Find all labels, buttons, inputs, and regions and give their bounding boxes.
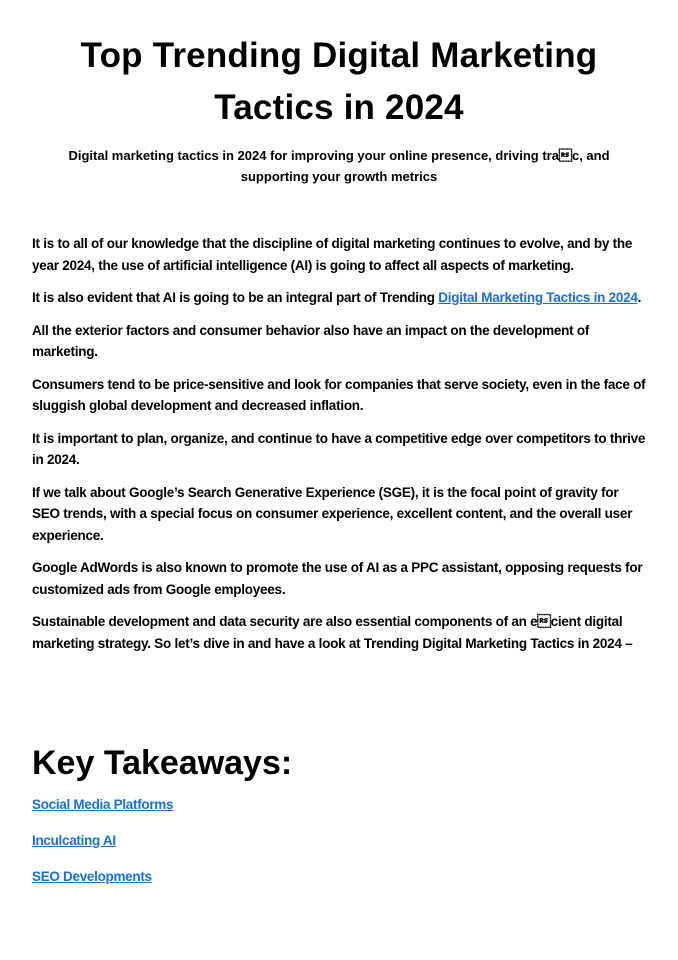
paragraph-adwords: Google AdWords is also known to promote the use of AI as a PPC assistant, opposing requests for customized ads from Google employees. xyxy=(32,560,643,597)
takeaway-link-social-media[interactable]: Social Media Platforms xyxy=(32,797,174,812)
article-body xyxy=(32,233,646,665)
key-takeaways-heading: Key Takeaways: xyxy=(32,744,293,782)
paragraph-sustainable: Sustainable development and data security are also essential components of an e cient digital marketing strategy. So let’s dive in and have a look at Trending Digital Marketing Tactics in 2024 – xyxy=(32,614,633,651)
list-item xyxy=(32,794,432,816)
list-item xyxy=(32,830,432,852)
digital-marketing-tactics-link[interactable]: Digital Marketing Tactics in 2024 xyxy=(438,290,638,305)
page-subtitle xyxy=(30,145,648,187)
paragraph-exterior-factors: All the exterior factors and consumer behavior also have an impact on the development of marketing. xyxy=(32,322,590,359)
takeaway-link-seo-developments[interactable]: SEO Developments xyxy=(32,869,152,884)
subtitle-line-1: Digital marketing tactics in 2024 for improving your online presence, driving tra c, and xyxy=(68,148,610,163)
paragraph-plan: It is important to plan, organize, and continue to have a competitive edge over competitors to thrive in 2024. xyxy=(32,430,646,467)
key-takeaways-list xyxy=(32,794,432,902)
title-line-2: Tactics in 2024 xyxy=(214,88,464,127)
paragraph-ai-integral xyxy=(32,287,646,309)
paragraph-text: It is also evident that AI is going to be an integral part of Trending xyxy=(32,290,439,305)
paragraph-sge: If we talk about Google’s Search Generative Experience (SGE), it is the focal point of gravity for SEO trends, with a special focus on consumer experience, excellent content, and the overall user experience. xyxy=(32,484,633,543)
paragraph-intro: It is to all of our knowledge that the discipline of digital marketing continues to evolve, and by the year 2024, the use of artificial intelligence (AI) is going to affect all aspects of marketing. xyxy=(32,236,633,273)
list-item xyxy=(32,866,432,888)
page-title xyxy=(20,30,658,134)
subtitle-line-2: supporting your growth metrics xyxy=(240,169,438,184)
paragraph-text: . xyxy=(637,290,642,305)
paragraph-consumers: Consumers tend to be price-sensitive and look for companies that serve society, even in the face of sluggish global development and decreased inflation. xyxy=(32,376,646,413)
title-line-1: Top Trending Digital Marketing xyxy=(80,36,598,75)
takeaway-link-inculcating-ai[interactable]: Inculcating AI xyxy=(32,833,116,848)
